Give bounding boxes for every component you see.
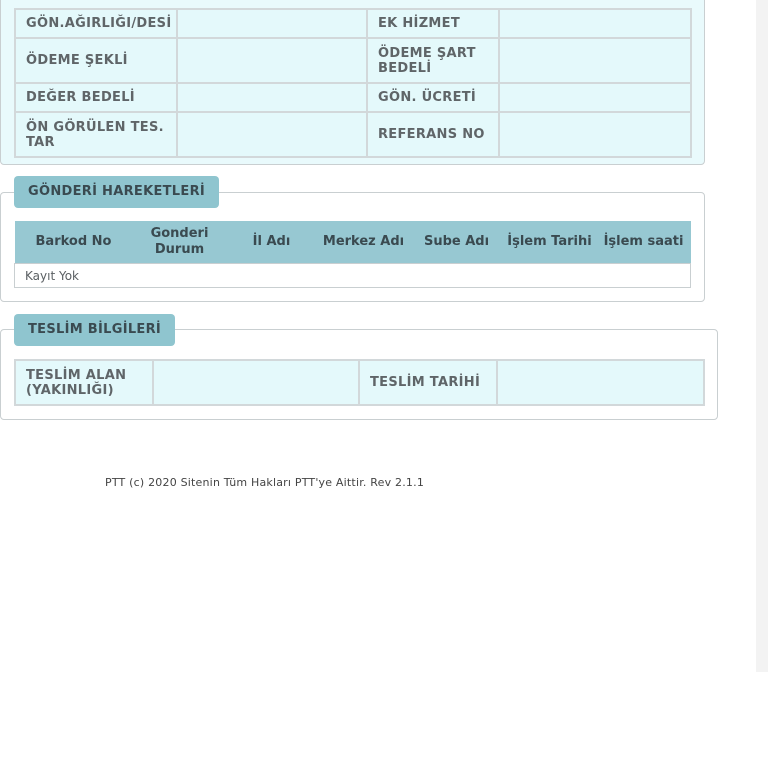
- info-row: [15, 360, 704, 405]
- delivery-date-value: [497, 360, 704, 405]
- extra-service-label: EK HİZMET: [367, 9, 499, 38]
- movements-table: [14, 221, 691, 288]
- info-row: [15, 83, 691, 112]
- info-row: [15, 38, 691, 83]
- column-header[interactable]: İşlem saati: [597, 221, 691, 264]
- payment-condition-value: [499, 38, 691, 83]
- reference-no-value: [499, 112, 691, 157]
- payment-method-value: [177, 38, 367, 83]
- footer-copyright: PTT (c) 2020 Sitenin Tüm Hakları PTT'ye Aittir. Rev 2.1.1: [105, 476, 425, 489]
- declared-value-value: [177, 83, 367, 112]
- movements-section-title: GÖNDERİ HAREKETLERİ: [14, 176, 219, 208]
- receiver-label: TESLİM ALAN (YAKINLIĞI): [15, 360, 153, 405]
- table-row: [15, 264, 691, 288]
- column-header[interactable]: Sube Adı: [411, 221, 503, 264]
- weight-value: [177, 9, 367, 38]
- shipment-info-table: [14, 8, 692, 158]
- estimated-delivery-value: [177, 112, 367, 157]
- column-header[interactable]: Merkez Adı: [317, 221, 411, 264]
- delivery-table: [14, 359, 705, 406]
- column-header[interactable]: Barkod No: [15, 221, 133, 264]
- movements-header-row: [15, 221, 691, 264]
- receiver-value: [153, 360, 359, 405]
- estimated-delivery-label: ÖN GÖRÜLEN TES. TAR: [15, 112, 177, 157]
- delivery-section-title: TESLİM BİLGİLERİ: [14, 314, 175, 346]
- column-header[interactable]: İşlem Tarihi: [503, 221, 597, 264]
- shipping-fee-value: [499, 83, 691, 112]
- delivery-date-label: TESLİM TARİHİ: [359, 360, 497, 405]
- extra-service-value: [499, 9, 691, 38]
- payment-method-label: ÖDEME ŞEKLİ: [15, 38, 177, 83]
- info-row: [15, 9, 691, 38]
- declared-value-label: DEĞER BEDELİ: [15, 83, 177, 112]
- column-header[interactable]: İl Adı: [227, 221, 317, 264]
- column-header[interactable]: Gonderi Durum: [133, 221, 227, 264]
- info-row: [15, 112, 691, 157]
- weight-label: GÖN.AĞIRLIĞI/DESİ: [15, 9, 177, 38]
- payment-condition-label: ÖDEME ŞART BEDELİ: [367, 38, 499, 83]
- page-scroll-edge: [756, 0, 768, 672]
- shipping-fee-label: GÖN. ÜCRETİ: [367, 83, 499, 112]
- reference-no-label: REFERANS NO: [367, 112, 499, 157]
- empty-state-text: Kayıt Yok: [15, 264, 691, 288]
